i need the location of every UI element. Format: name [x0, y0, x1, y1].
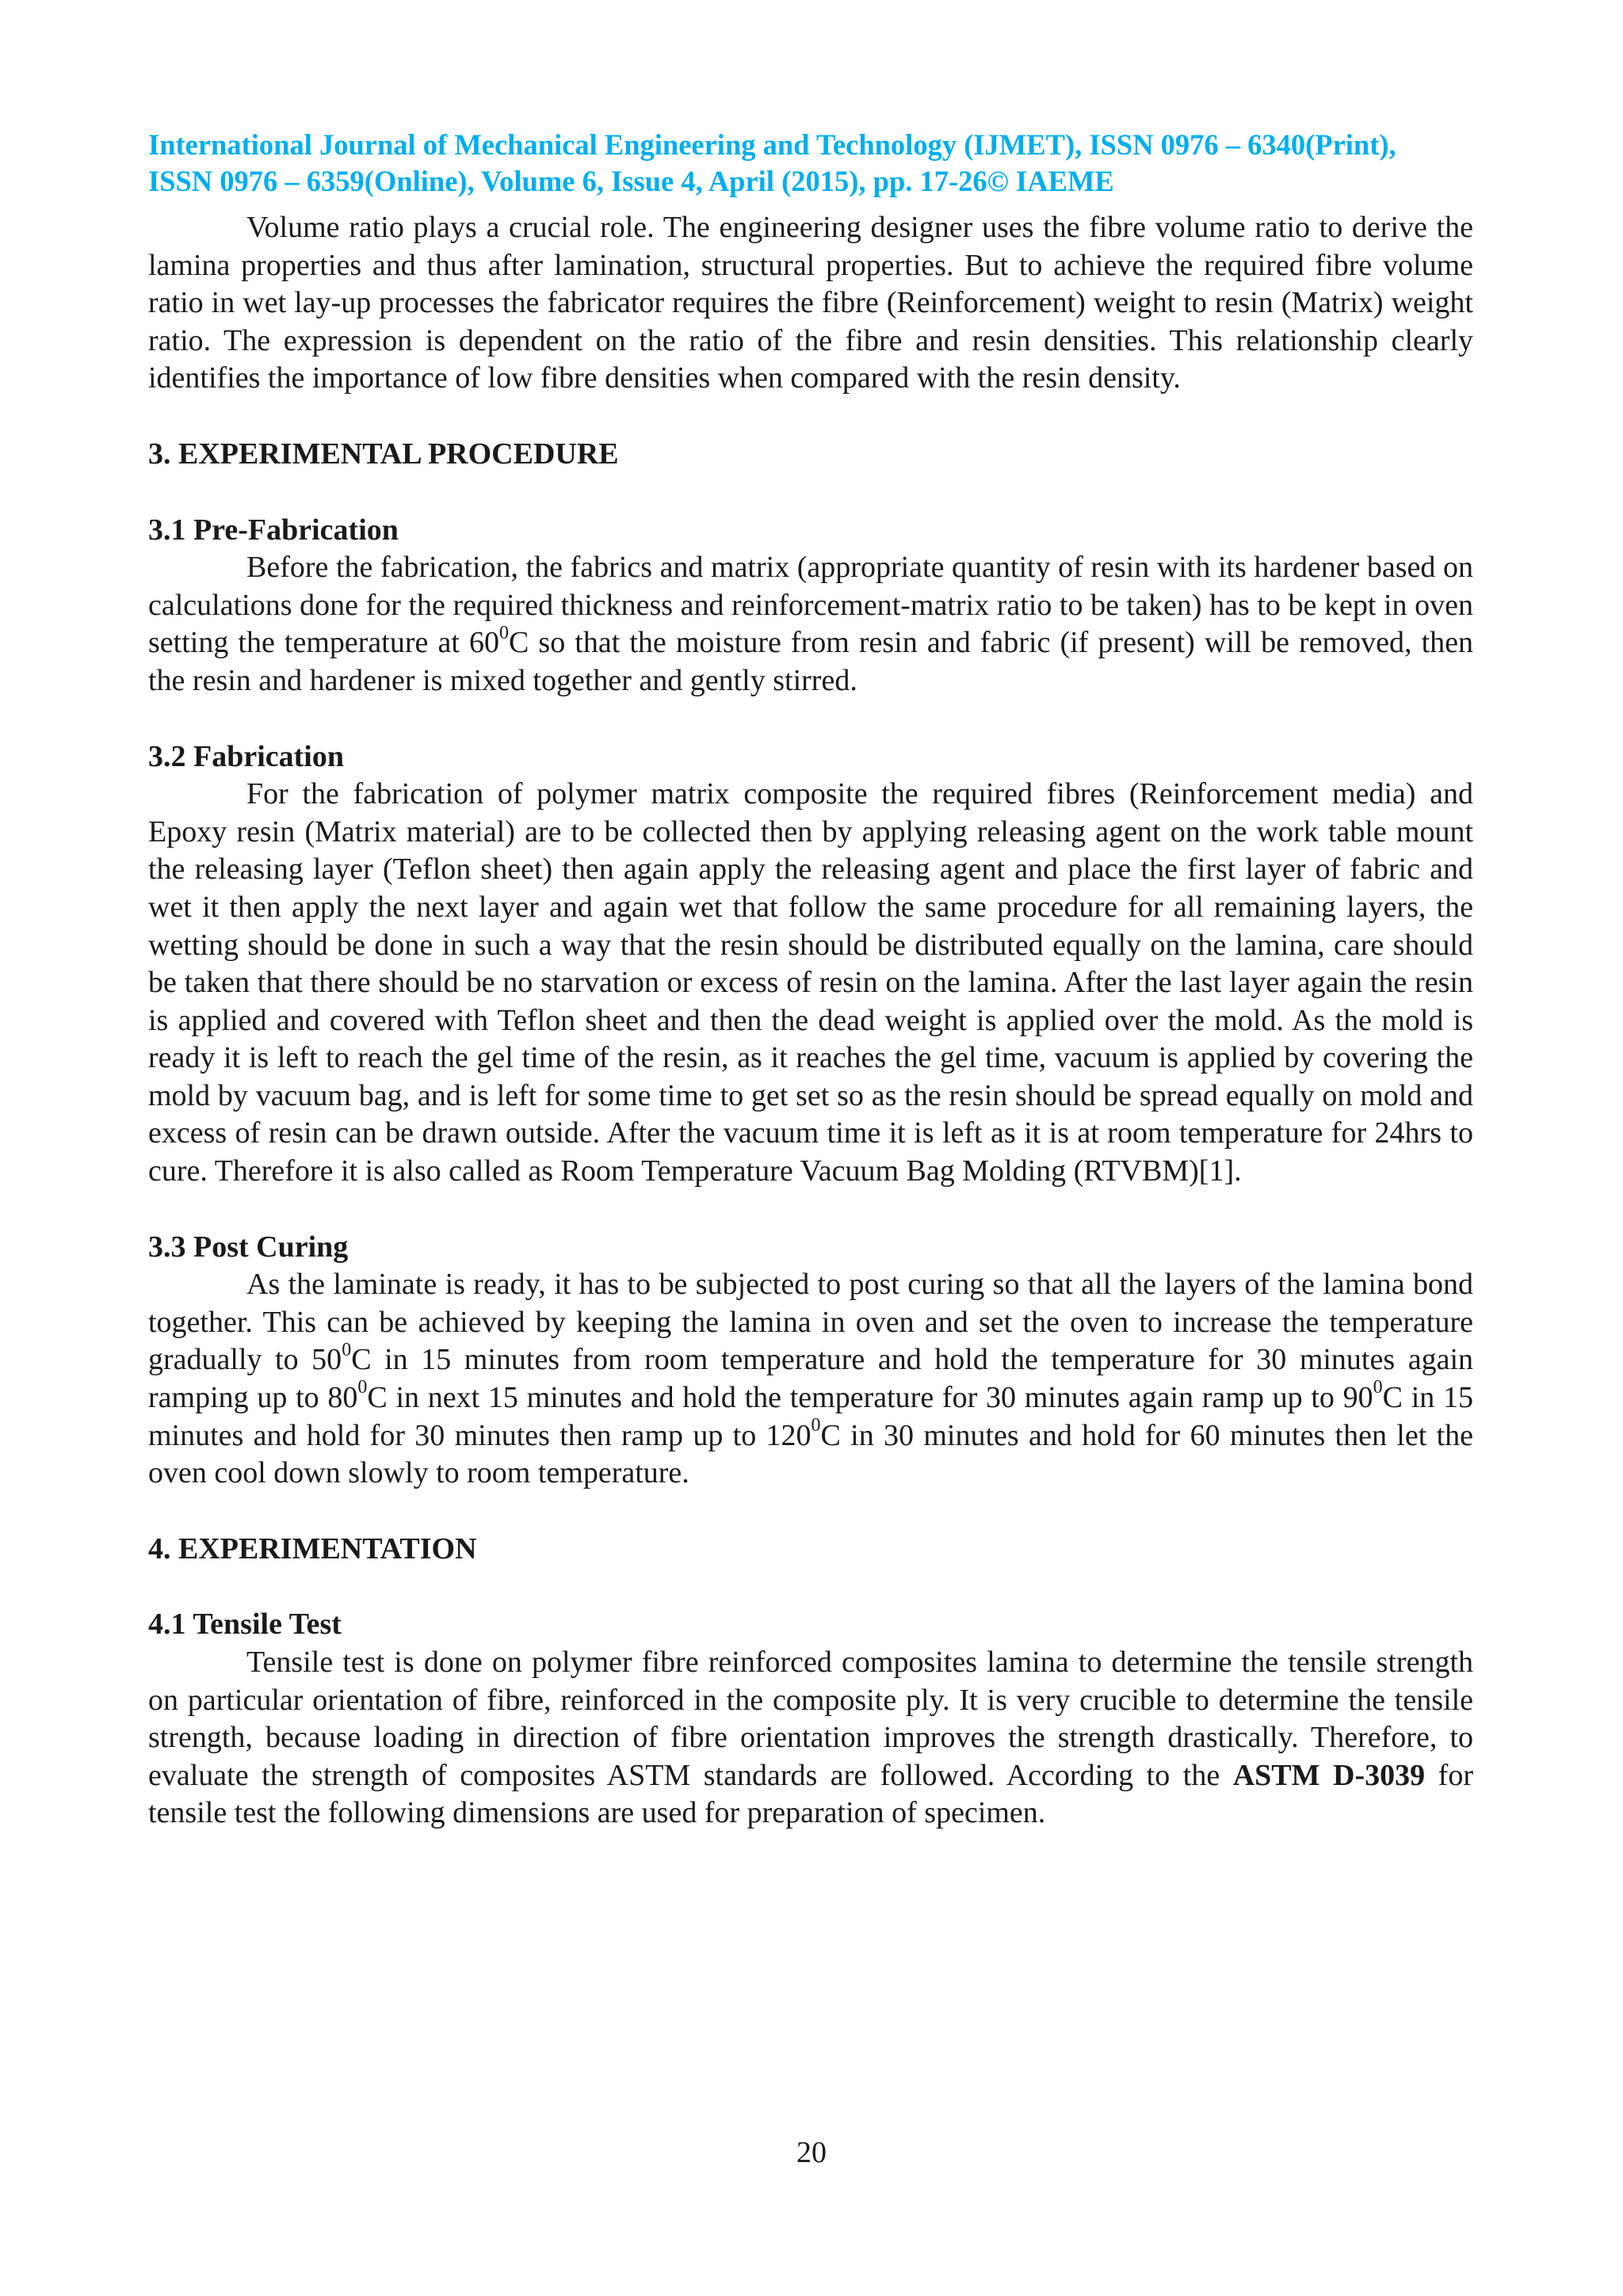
- astm-standard: ASTM D-3039: [1232, 1758, 1426, 1792]
- section-3-3-paragraph: As the laminate is ready, it has to be subjected to post curing so that all the layers of the lamina bond together. This can be achieved by keeping the lamina in oven and set the oven to increase the temperature gradually to $50^0C$ in 15 minutes from room temperature and hold the temperature for 30 minutes again ramping up to $80^0C$ in next 15 minutes and hold the temperature for 30 minutes again ramp up to $90^0C$ in 15 minutes and hold for 30 minutes then ramp up to $120^0C$ in 30 minutes and hold for 60 minutes then let the oven cool down slowly to room temperature.: [148, 1268, 1473, 1490]
- section-3-heading: 3. EXPERIMENTAL PROCEDURE: [148, 437, 619, 471]
- section-3-1-paragraph: Before the fabrication, the fabrics and matrix (appropriate quantity of resin with its hardener based on calculations done for the required thickness and reinforcement-matrix ratio to be taken) has to be kept in oven setting the temperature at $60^0C$ so that the moisture from resin and fabric (if present) will be removed, then the resin and hardener is mixed together and gently stirred.: [148, 551, 1473, 697]
- section-4-heading: 4. EXPERIMENTATION: [148, 1531, 477, 1566]
- journal-header-line-1: International Journal of Mechanical Engineering and Technology (IJMET), ISSN 0976 – 6340(Print),: [148, 128, 1396, 161]
- section-3-1-heading: 3.1 Pre-Fabrication: [148, 513, 399, 547]
- section-3-3-heading: 3.3 Post Curing: [148, 1230, 349, 1264]
- intro-paragraph: Volume ratio plays a crucial role. The engineering designer uses the fibre volume ratio to derive the lamina properties and thus after lamination, structural properties. But to achieve the required fibre volume ratio in wet lay-up processes the fabricator requires the fibre (Reinforcement) weight to resin (Matrix) weight ratio. The expression is dependent on the ratio of the fibre and resin densities. This relationship clearly identifies the importance of low fibre densities when compared with the resin density.: [148, 211, 1473, 395]
- journal-header: [148, 127, 1473, 200]
- section-3-2-paragraph: For the fabrication of polymer matrix composite the required fibres (Reinforcement media) and Epoxy resin (Matrix material) are to be collected then by applying releasing agent on the work table mount the releasing layer (Teflon sheet) then again apply the releasing agent and place the first layer of fabric and wet it then apply the next layer and again wet that follow the same procedure for all remaining layers, the wetting should be done in such a way that the resin should be distributed equally on the lamina, care should be taken that there should be no starvation or excess of resin on the lamina. After the last layer again the resin is applied and covered with Teflon sheet and then the dead weight is applied over the mold. As the mold is ready it is left to reach the gel time of the resin, as it reaches the gel time, vacuum is applied by covering the mold by vacuum bag, and is left for some time to get set so as the resin should be spread equally on mold and excess of resin can be drawn outside. After the vacuum time it is left as it is at room temperature for 24hrs to cure. Therefore it is also called as Room Temperature Vacuum Bag Molding (RTVBM)[1].: [148, 777, 1473, 1188]
- page-content: [148, 127, 1473, 1833]
- journal-header-line-2: ISSN 0976 – 6359(Online), Volume 6, Issue 4, April (2015), pp. 17-26© IAEME: [148, 165, 1114, 197]
- page-number: 20: [796, 2136, 827, 2169]
- section-4-1-heading: 4.1 Tensile Test: [148, 1608, 342, 1642]
- section-3-2-heading: 3.2 Fabrication: [148, 739, 344, 773]
- section-4-1-paragraph: Tensile test is done on polymer fibre reinforced composites lamina to determine the tensile strength on particular orientation of fibre, reinforced in the composite ply. It is very crucible to determine the tensile strength, because loading in direction of fibre orientation improves the strength drastically. Therefore, to evaluate the strength of composites ASTM standards are followed. According to the ASTM D-3039 for tensile test the following dimensions are used for preparation of specimen.: [148, 1646, 1473, 1830]
